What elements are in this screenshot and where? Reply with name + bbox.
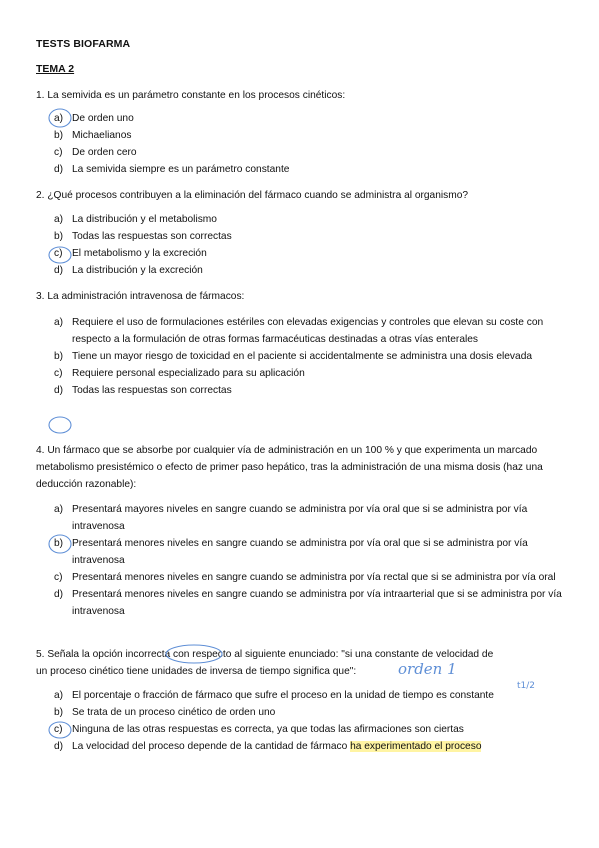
option-text: El porcentaje o fracción de fármaco que sufre el proceso en la unidad de tiempo es constante (72, 690, 494, 701)
answer-option[interactable] (36, 161, 566, 178)
option-text: La velocidad del proceso depende de la cantidad de fármaco (72, 741, 351, 752)
option-text: La distribución y el metabolismo (72, 214, 217, 225)
option-text: Se trata de un proceso cinético de orden uno (72, 707, 276, 718)
option-text: Requiere el uso de formulaciones estériles con elevadas exigencias y controles que elevan su coste con respecto a la formulación de otras formas farmacéuticas destinadas a otras vías enterales (72, 317, 544, 345)
answer-option[interactable] (36, 721, 566, 738)
option-letter: a) (54, 504, 64, 515)
question-4-options (36, 501, 566, 620)
answer-option[interactable] (36, 314, 566, 348)
option-letter: c) (54, 368, 63, 379)
answer-circle-mark (49, 417, 71, 433)
option-letter: c) (54, 572, 63, 583)
option-letter: b) (54, 538, 64, 549)
answer-option[interactable] (36, 144, 566, 161)
option-letter: d) (54, 265, 64, 276)
option-text: La distribución y la excreción (72, 265, 203, 276)
option-text: La semivida siempre es un parámetro constante (72, 164, 290, 175)
question-5-options (36, 687, 566, 755)
question-3-text: 3. La administración intravenosa de fármacos: (36, 291, 245, 302)
option-text: De orden uno (72, 113, 134, 124)
answer-option[interactable] (36, 738, 566, 755)
option-letter: a) (54, 690, 64, 701)
handwritten-note: orden 1 (398, 660, 457, 678)
answer-option[interactable] (36, 586, 566, 620)
answer-option[interactable] (36, 245, 566, 262)
question-2-text: 2. ¿Qué procesos contribuyen a la eliminación del fármaco cuando se administra al organismo? (36, 190, 469, 201)
option-letter: d) (54, 589, 64, 600)
option-letter: a) (54, 113, 64, 124)
option-text: Ninguna de las otras respuestas es correcta, ya que todas las afirmaciones son ciertas (72, 724, 464, 735)
section-heading: TEMA 2 (36, 63, 75, 75)
option-letter: a) (54, 214, 64, 225)
option-text: Requiere personal especializado para su aplicación (72, 368, 305, 379)
option-letter: c) (54, 724, 63, 735)
option-letter: c) (54, 248, 63, 259)
question-5-text: 5. Señala la opción incorrecta con respecto al siguiente enunciado: "si una constante de velocidad de un proceso cinético tiene unidades de inversa de tiempo significa que": (36, 649, 494, 677)
option-letter: a) (54, 317, 64, 328)
answer-option[interactable] (36, 127, 566, 144)
option-letter: d) (54, 741, 64, 752)
option-letter: b) (54, 351, 64, 362)
answer-option[interactable] (36, 687, 566, 704)
option-letter: c) (54, 147, 63, 158)
option-text: Todas las respuestas son correctas (72, 385, 232, 396)
answer-option[interactable] (36, 110, 566, 127)
option-text: Michaelianos (72, 130, 132, 141)
option-text: Todas las respuestas son correctas (72, 231, 232, 242)
highlighted-text: ha experimentado el proceso (350, 741, 482, 752)
answer-option[interactable] (36, 365, 566, 382)
answer-option[interactable] (36, 535, 566, 569)
question-2-options (36, 211, 566, 279)
question-3-options (36, 314, 566, 399)
handwritten-small-note: t1/2 (517, 681, 536, 691)
document-title: TESTS BIOFARMA (36, 38, 131, 50)
option-text: Tiene un mayor riesgo de toxicidad en el paciente si accidentalmente se administra una dosis elevada (72, 351, 533, 362)
option-text: Presentará menores niveles en sangre cuando se administra por vía intraarterial que si se administra por vía intravenosa (72, 589, 562, 617)
option-text: Presentará mayores niveles en sangre cuando se administra por vía oral que si se administra por vía intravenosa (72, 504, 528, 532)
question-4-text: 4. Un fármaco que se absorbe por cualquier vía de administración en un 100 % y que experimenta un marcado metabolismo presistémico o efecto de primer paso hepático, tras la administración de una misma dosis (haz una deducción razonable): (36, 445, 543, 490)
answer-option[interactable] (36, 382, 566, 399)
question-1-options (36, 110, 566, 178)
option-text: El metabolismo y la excreción (72, 248, 207, 259)
option-text: De orden cero (72, 147, 137, 158)
answer-option[interactable] (36, 501, 566, 535)
question-1-text: 1. La semivida es un parámetro constante en los procesos cinéticos: (36, 90, 346, 101)
option-letter: b) (54, 130, 64, 141)
answer-option[interactable] (36, 569, 566, 586)
answer-option[interactable] (36, 262, 566, 279)
option-letter: b) (54, 707, 64, 718)
option-text: Presentará menores niveles en sangre cuando se administra por vía rectal que si se administra por vía oral (72, 572, 556, 583)
option-letter: d) (54, 164, 64, 175)
answer-option[interactable] (36, 211, 566, 228)
answer-option[interactable] (36, 228, 566, 245)
option-letter: b) (54, 231, 64, 242)
answer-option[interactable] (36, 704, 566, 721)
option-letter: d) (54, 385, 64, 396)
answer-option[interactable] (36, 348, 566, 365)
option-text: Presentará menores niveles en sangre cuando se administra por vía oral que si se administra por vía intravenosa (72, 538, 528, 566)
